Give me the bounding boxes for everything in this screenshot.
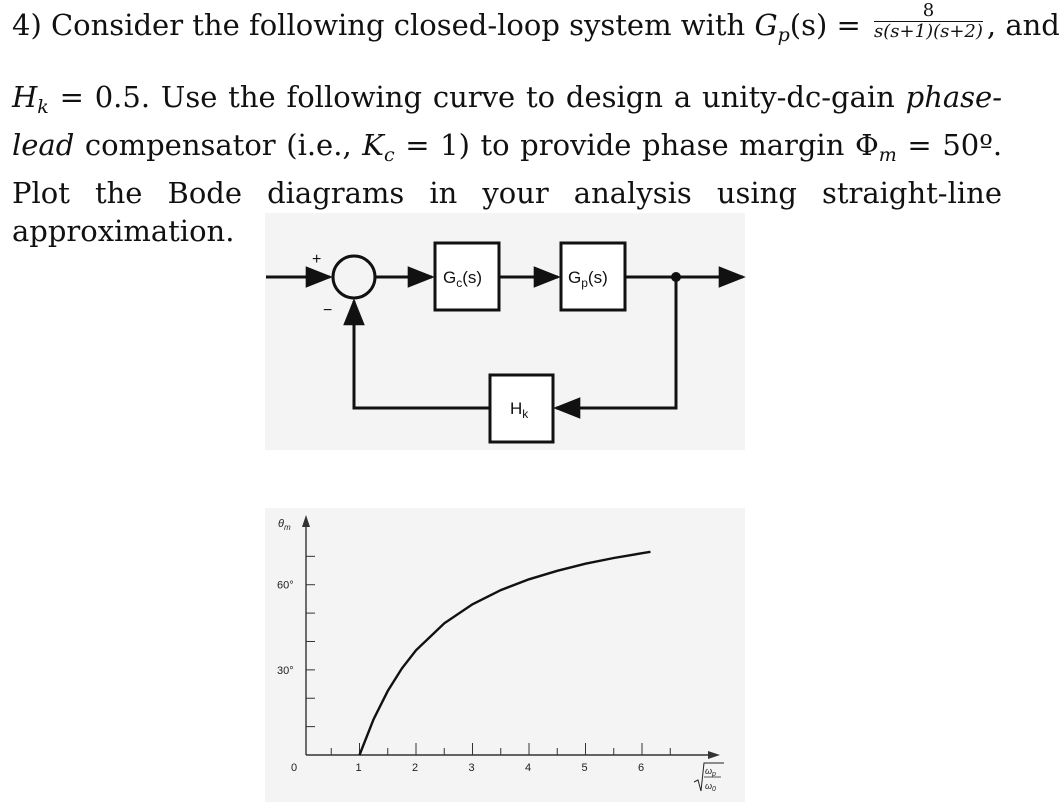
gc-argument: (s): [462, 268, 483, 287]
y-tick-label: 60°: [277, 579, 294, 592]
phi-value: = 50º.: [907, 128, 1003, 162]
sentence-1b: compensator (i.e.,: [84, 128, 352, 162]
x-tick-label: 4: [525, 762, 532, 774]
gc-subscript: c: [456, 276, 463, 290]
x-label-den: $\omega_0$: [705, 781, 716, 793]
problem-number: 4): [12, 8, 42, 42]
hk-subscript: k: [37, 96, 49, 118]
and-text: , and: [986, 8, 1060, 42]
problem-intro: Consider the following closed-loop system with: [50, 8, 746, 42]
gp-letter: G: [568, 268, 582, 287]
x-tick-label: 1: [355, 762, 362, 774]
hk-letter: H: [510, 399, 523, 418]
kc-symbol: K: [362, 128, 384, 162]
compensator-type: phase-lead: [12, 80, 1003, 162]
x-tick-label: 0: [291, 762, 298, 774]
gp-argument: (s): [587, 268, 608, 287]
gp-subscript: p: [581, 276, 588, 290]
plus-sign: +: [312, 251, 322, 268]
phi-symbol: Φ: [855, 128, 879, 162]
sentence-2: Plot the Bode diagrams in your analysis using straight-line approximation.: [12, 176, 1002, 248]
minus-sign: −: [323, 302, 333, 319]
gp-symbol: G: [754, 8, 778, 42]
gc-letter: G: [443, 268, 457, 287]
sentence-1a: Use the following curve to design a unity-dc-gain: [160, 80, 895, 114]
gp-argument: (s) =: [789, 8, 861, 42]
y-tick-label: 30°: [277, 664, 294, 677]
chart-background: [265, 508, 745, 802]
y-axis-label: $\theta_m$: [278, 518, 291, 532]
hk-value: = 0.5.: [59, 80, 151, 114]
hk-symbol: H: [12, 80, 38, 114]
tf-numerator: 8: [874, 1, 983, 22]
x-label-num: $\omega_p$: [705, 766, 716, 778]
x-tick-label: 6: [638, 762, 645, 774]
x-tick-label: 3: [468, 762, 475, 774]
kc-value: = 1) to provide phase margin: [405, 128, 845, 162]
x-tick-label: 2: [412, 762, 419, 774]
gp-subscript: p: [777, 24, 790, 46]
kc-subscript: c: [383, 144, 395, 166]
tf-denominator: s(s+1)(s+2): [874, 20, 983, 42]
x-tick-label: 5: [581, 762, 588, 774]
phi-subscript: m: [878, 144, 897, 166]
hk-block-subscript: k: [522, 407, 529, 421]
